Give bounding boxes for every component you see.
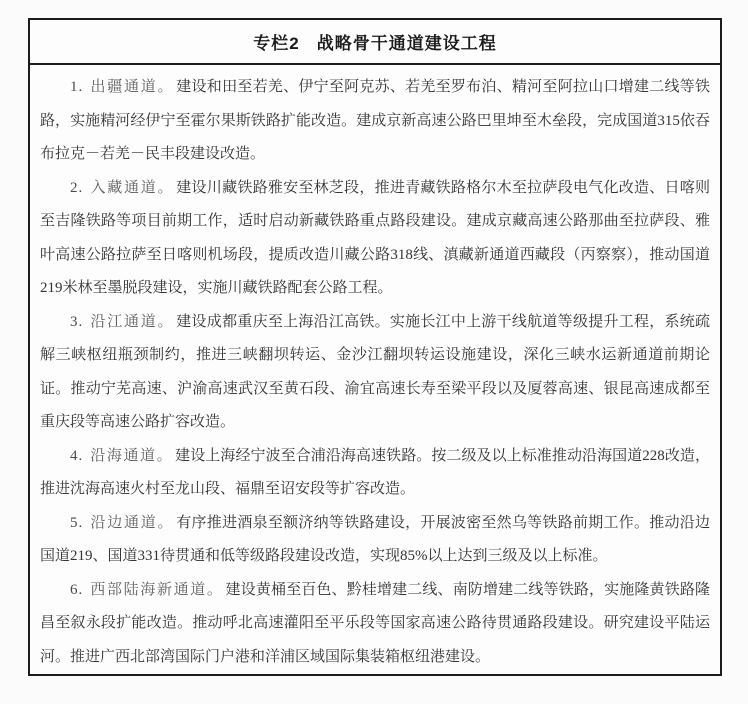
paragraph-number: 4.	[70, 447, 84, 464]
paragraph-text: 建设和田至若羌、伊宁至阿克苏、若羌至罗布泊、精河至阿拉山口增建二线等铁路，实施精河经伊宁至霍尔果斯铁路扩能改造。建成京新高速公路巴里坤至木垒段，完成国道315依吞布拉克－若羌－民丰段建设改造。	[40, 79, 710, 162]
paragraph-number: 2.	[70, 179, 84, 196]
corridor-label: 西部陆海新通道。	[90, 581, 224, 598]
corridor-paragraph	[40, 574, 710, 675]
paragraph-text: 建设上海经宁波至合浦沿海高速铁路。按二级及以上标准推动沿海国道228改造，推进沈海高速火村至龙山段、福鼎至诏安段等扩容改造。	[40, 447, 710, 497]
paragraph-number: 3.	[70, 313, 84, 330]
box-header-title: 战略骨干通道建设工程	[316, 34, 497, 53]
callout-box	[28, 18, 722, 676]
corridor-paragraph	[40, 172, 710, 306]
box-header	[30, 20, 720, 65]
box-header-label: 专栏2	[253, 34, 300, 53]
corridor-paragraph	[40, 440, 710, 507]
box-body	[30, 65, 720, 674]
corridor-label: 沿边通道。	[90, 514, 175, 531]
paragraph-text: 建设黄桶至百色、黔桂增建二线、南防增建二线等铁路，实施隆黄铁路隆昌至叙永段扩能改造。推动呼北高速灌阳至平乐段等国家高速公路待贯通路段建设。研究建设平陆运河。推进广西北部湾国际门户港和洋浦区域国际集装箱枢纽港建设。	[40, 581, 710, 665]
corridor-paragraph	[40, 306, 710, 440]
corridor-paragraph	[40, 507, 710, 574]
corridor-label: 沿海通道。	[90, 447, 174, 464]
paragraph-text: 建设成都重庆至上海沿江高铁。实施长江中上游干线航道等级提升工程，系统疏解三峡枢纽瓶颈制约，推进三峡翻坝转运、金沙江翻坝转运设施建设，深化三峡水运新通道前期论证。推动宁芜高速、沪渝高速武汉至黄石段、渝宜高速长寿至梁平段以及厦蓉高速、银昆高速成都至重庆段等高速公路扩容改造。	[40, 313, 710, 430]
corridor-label: 出疆通道。	[90, 79, 175, 95]
corridor-label: 入藏通道。	[90, 179, 175, 196]
paragraph-number: 6.	[70, 581, 84, 598]
paragraph-number: 1.	[70, 79, 84, 95]
paragraph-text: 有序推进酒泉至额济纳等铁路建设，开展波密至然乌等铁路前期工作。推动沿边国道219、国道331待贯通和低等级路段建设改造，实现85%以上达到三级及以上标准。	[40, 514, 710, 564]
paragraph-number: 5.	[70, 514, 84, 531]
paragraph-text: 建设川藏铁路雅安至林芝段，推进青藏铁路格尔木至拉萨段电气化改造、日喀则至吉隆铁路等项目前期工作，适时启动新藏铁路重点路段建设。建成京藏高速公路那曲至拉萨段、雅叶高速公路拉萨至日喀则机场段，提质改造川藏公路318线、滇藏新通道西藏段（丙察察），推动国道219米林至墨脱段建设，实施川藏铁路配套公路工程。	[40, 179, 710, 296]
corridor-paragraph	[40, 71, 710, 172]
corridor-label: 沿江通道。	[90, 313, 175, 330]
